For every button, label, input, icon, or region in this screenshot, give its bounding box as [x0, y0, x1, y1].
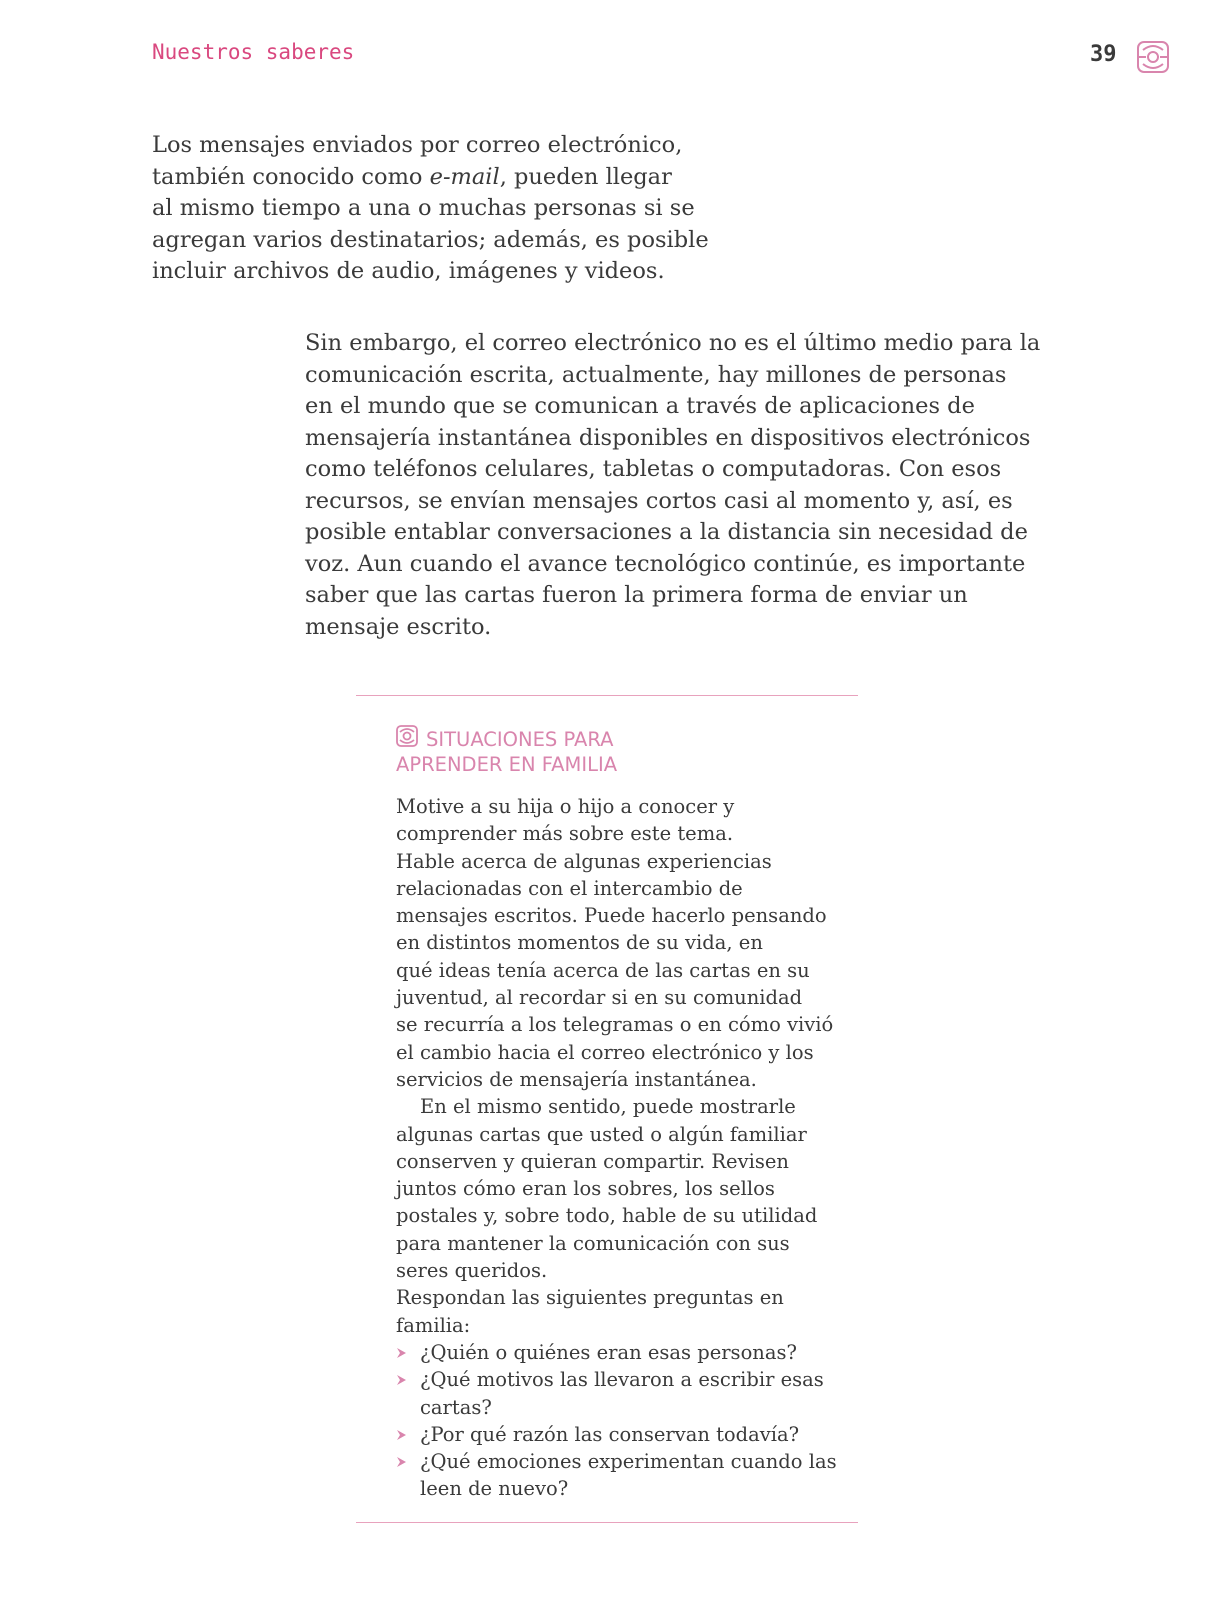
heading-line: APRENDER EN FAMILIA	[396, 753, 618, 776]
text-line: conserven y quieran compartir. Revisen	[396, 1149, 789, 1173]
list-item	[396, 1339, 866, 1366]
question-text: cartas?	[420, 1395, 492, 1419]
question-text: ¿Qué emociones experimentan cuando las	[420, 1450, 837, 1474]
text-line: también conocido como e-mail, pueden llegar	[152, 163, 672, 190]
text-line: el cambio hacia el correo electrónico y los	[396, 1040, 814, 1064]
text-line: incluir archivos de audio, imágenes y videos.	[152, 258, 665, 284]
text-line: En el mismo sentido, puede mostrarle	[420, 1095, 796, 1119]
text-line: agregan varios destinatarios; además, es posible	[152, 226, 709, 253]
text-line: Respondan las siguientes preguntas en	[396, 1286, 784, 1310]
box-bottom-divider	[356, 1522, 858, 1523]
question-text: ¿Por qué razón las conservan todavía?	[420, 1422, 800, 1446]
text-line: al mismo tiempo a una o muchas personas si se	[152, 195, 695, 221]
list-item	[396, 1366, 866, 1421]
text-line: voz. Aun cuando el avance tecnológico continúe, es importante	[305, 550, 1026, 577]
question-text: ¿Qué motivos las llevaron a escribir esas	[420, 1368, 824, 1392]
text-line: juntos cómo eran los sobres, los sellos	[396, 1177, 775, 1201]
text-line: Hable acerca de algunas experiencias	[396, 849, 772, 873]
text-line: postales y, sobre todo, hable de su utilidad	[396, 1204, 818, 1228]
text-line: Motive a su hija o hijo a conocer y	[396, 795, 735, 818]
text-line: servicios de mensajería instantánea.	[396, 1067, 757, 1091]
text-line: como teléfonos celulares, tabletas o computadoras. Con esos	[305, 456, 1002, 482]
arrow-bullet-icon	[396, 1374, 407, 1386]
heading-line: SITUACIONES PARA	[426, 728, 614, 751]
question-list	[396, 1339, 866, 1503]
text-line: saber que las cartas fueron la primera forma de enviar un	[305, 582, 968, 608]
list-item	[396, 1421, 866, 1448]
question-text: ¿Quién o quiénes eran esas personas?	[420, 1340, 797, 1364]
glyph-emblem-icon	[1134, 38, 1172, 76]
intro-paragraph	[152, 130, 732, 288]
text-line: recursos, se envían mensajes cortos casi al momento y, así, es	[305, 487, 1013, 514]
arrow-bullet-icon	[396, 1456, 407, 1468]
family-box-heading	[396, 727, 617, 777]
text-line: se recurría a los telegramas o en cómo vivió	[396, 1013, 834, 1037]
text-line: mensajería instantánea disponibles en dispositivos electrónicos	[305, 424, 1031, 451]
text-line: qué ideas tenía acerca de las cartas en su	[396, 958, 810, 982]
page-number: 39	[1090, 42, 1117, 67]
text-line: seres queridos.	[396, 1259, 548, 1283]
text-line: juventud, al recordar si en su comunidad	[396, 986, 803, 1010]
text-line: algunas cartas que usted o algún familiar	[396, 1122, 807, 1146]
question-text: leen de nuevo?	[420, 1477, 569, 1501]
text-line: comunicación escrita, actualmente, hay millones de personas	[305, 361, 1007, 388]
arrow-bullet-icon	[396, 1429, 407, 1441]
text-line: Sin embargo, el correo electrónico no es el último medio para la	[305, 330, 1041, 356]
text-line: mensaje escrito.	[305, 613, 492, 640]
text-line: posible entablar conversaciones a la distancia sin necesidad de	[305, 519, 1028, 545]
text-line: en el mundo que se comunican a través de aplicaciones de	[305, 393, 975, 419]
text-line: familia:	[396, 1313, 471, 1337]
text-line: Los mensajes enviados por correo electrónico,	[152, 132, 683, 158]
text-line: relacionadas con el intercambio de	[396, 876, 743, 900]
email-term: e-mail	[429, 163, 500, 190]
body-paragraph	[305, 328, 1065, 643]
text-line: para mantener la comunicación con sus	[396, 1231, 790, 1255]
text-line: mensajes escritos. Puede hacerlo pensando	[396, 904, 827, 928]
box-top-divider	[356, 695, 858, 696]
section-title: Nuestros saberes	[152, 40, 355, 64]
arrow-bullet-icon	[396, 1347, 407, 1359]
text-line: comprender más sobre este tema.	[396, 822, 734, 846]
list-item	[396, 1448, 866, 1503]
text-line: en distintos momentos de su vida, en	[396, 931, 763, 955]
family-box-body	[396, 793, 866, 1503]
